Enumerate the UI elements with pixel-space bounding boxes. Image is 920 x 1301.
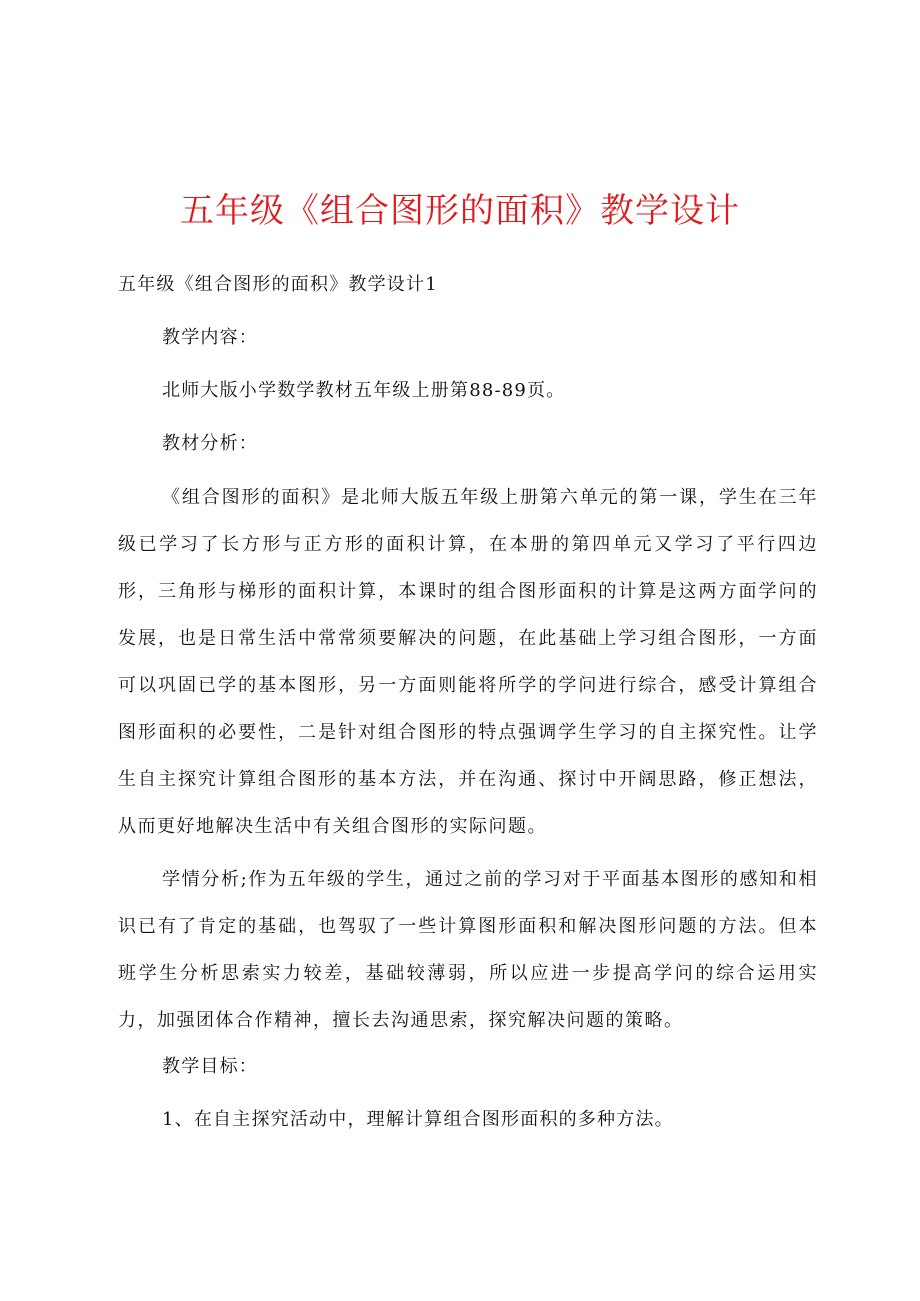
goals-heading: 教学目标： (162, 1056, 258, 1077)
goal-item-1: 1、在自主探究活动中，理解计算组合图形面积的多种方法。 (162, 1109, 674, 1130)
document-subtitle: 五年级《组合图形的面积》教学设计1 (118, 274, 438, 295)
analysis-heading: 教材分析： (162, 433, 258, 454)
document-body (118, 268, 818, 1156)
analysis-paragraph: 《组合图形的面积》是北师大版五年级上册第六单元的第一课，学生在三年级已学习了长方形与正方形的面积计算，在本册的第四单元又学习了平行四边形，三角形与梯形的面积计算，本课时的组合图形面积的计算是这两方面学问的发展，也是日常生活中常常须要解决的问题，在此基础上学习组合图形，一方面可以巩固已学的基本图形，另一方面则能将所学的学问进行综合，感受计算组合图形面积的必要性，二是针对组合图形的特点强调学生学习的自主探究性。让学生自主探究计算组合图形的基本方法，并在沟通、探讨中开阔思路，修正想法，从而更好地解决生活中有关组合图形的实际问题。 (118, 487, 818, 837)
content-text: 北师大版小学数学教材五年级上册第88-89页。 (162, 380, 566, 401)
content-heading: 教学内容： (162, 327, 258, 348)
document-title: 五年级《组合图形的面积》教学设计 (180, 191, 740, 231)
students-paragraph: 学情分析;作为五年级的学生，通过之前的学习对于平面基本图形的感知和相识已有了肯定的基础，也驾驭了一些计算图形面积和解决图形问题的方法。但本班学生分析思索实力较差，基础较薄弱，所以应进一步提高学问的综合运用实力，加强团体合作精神，擅长去沟通思索，探究解决问题的策略。 (118, 869, 818, 1031)
